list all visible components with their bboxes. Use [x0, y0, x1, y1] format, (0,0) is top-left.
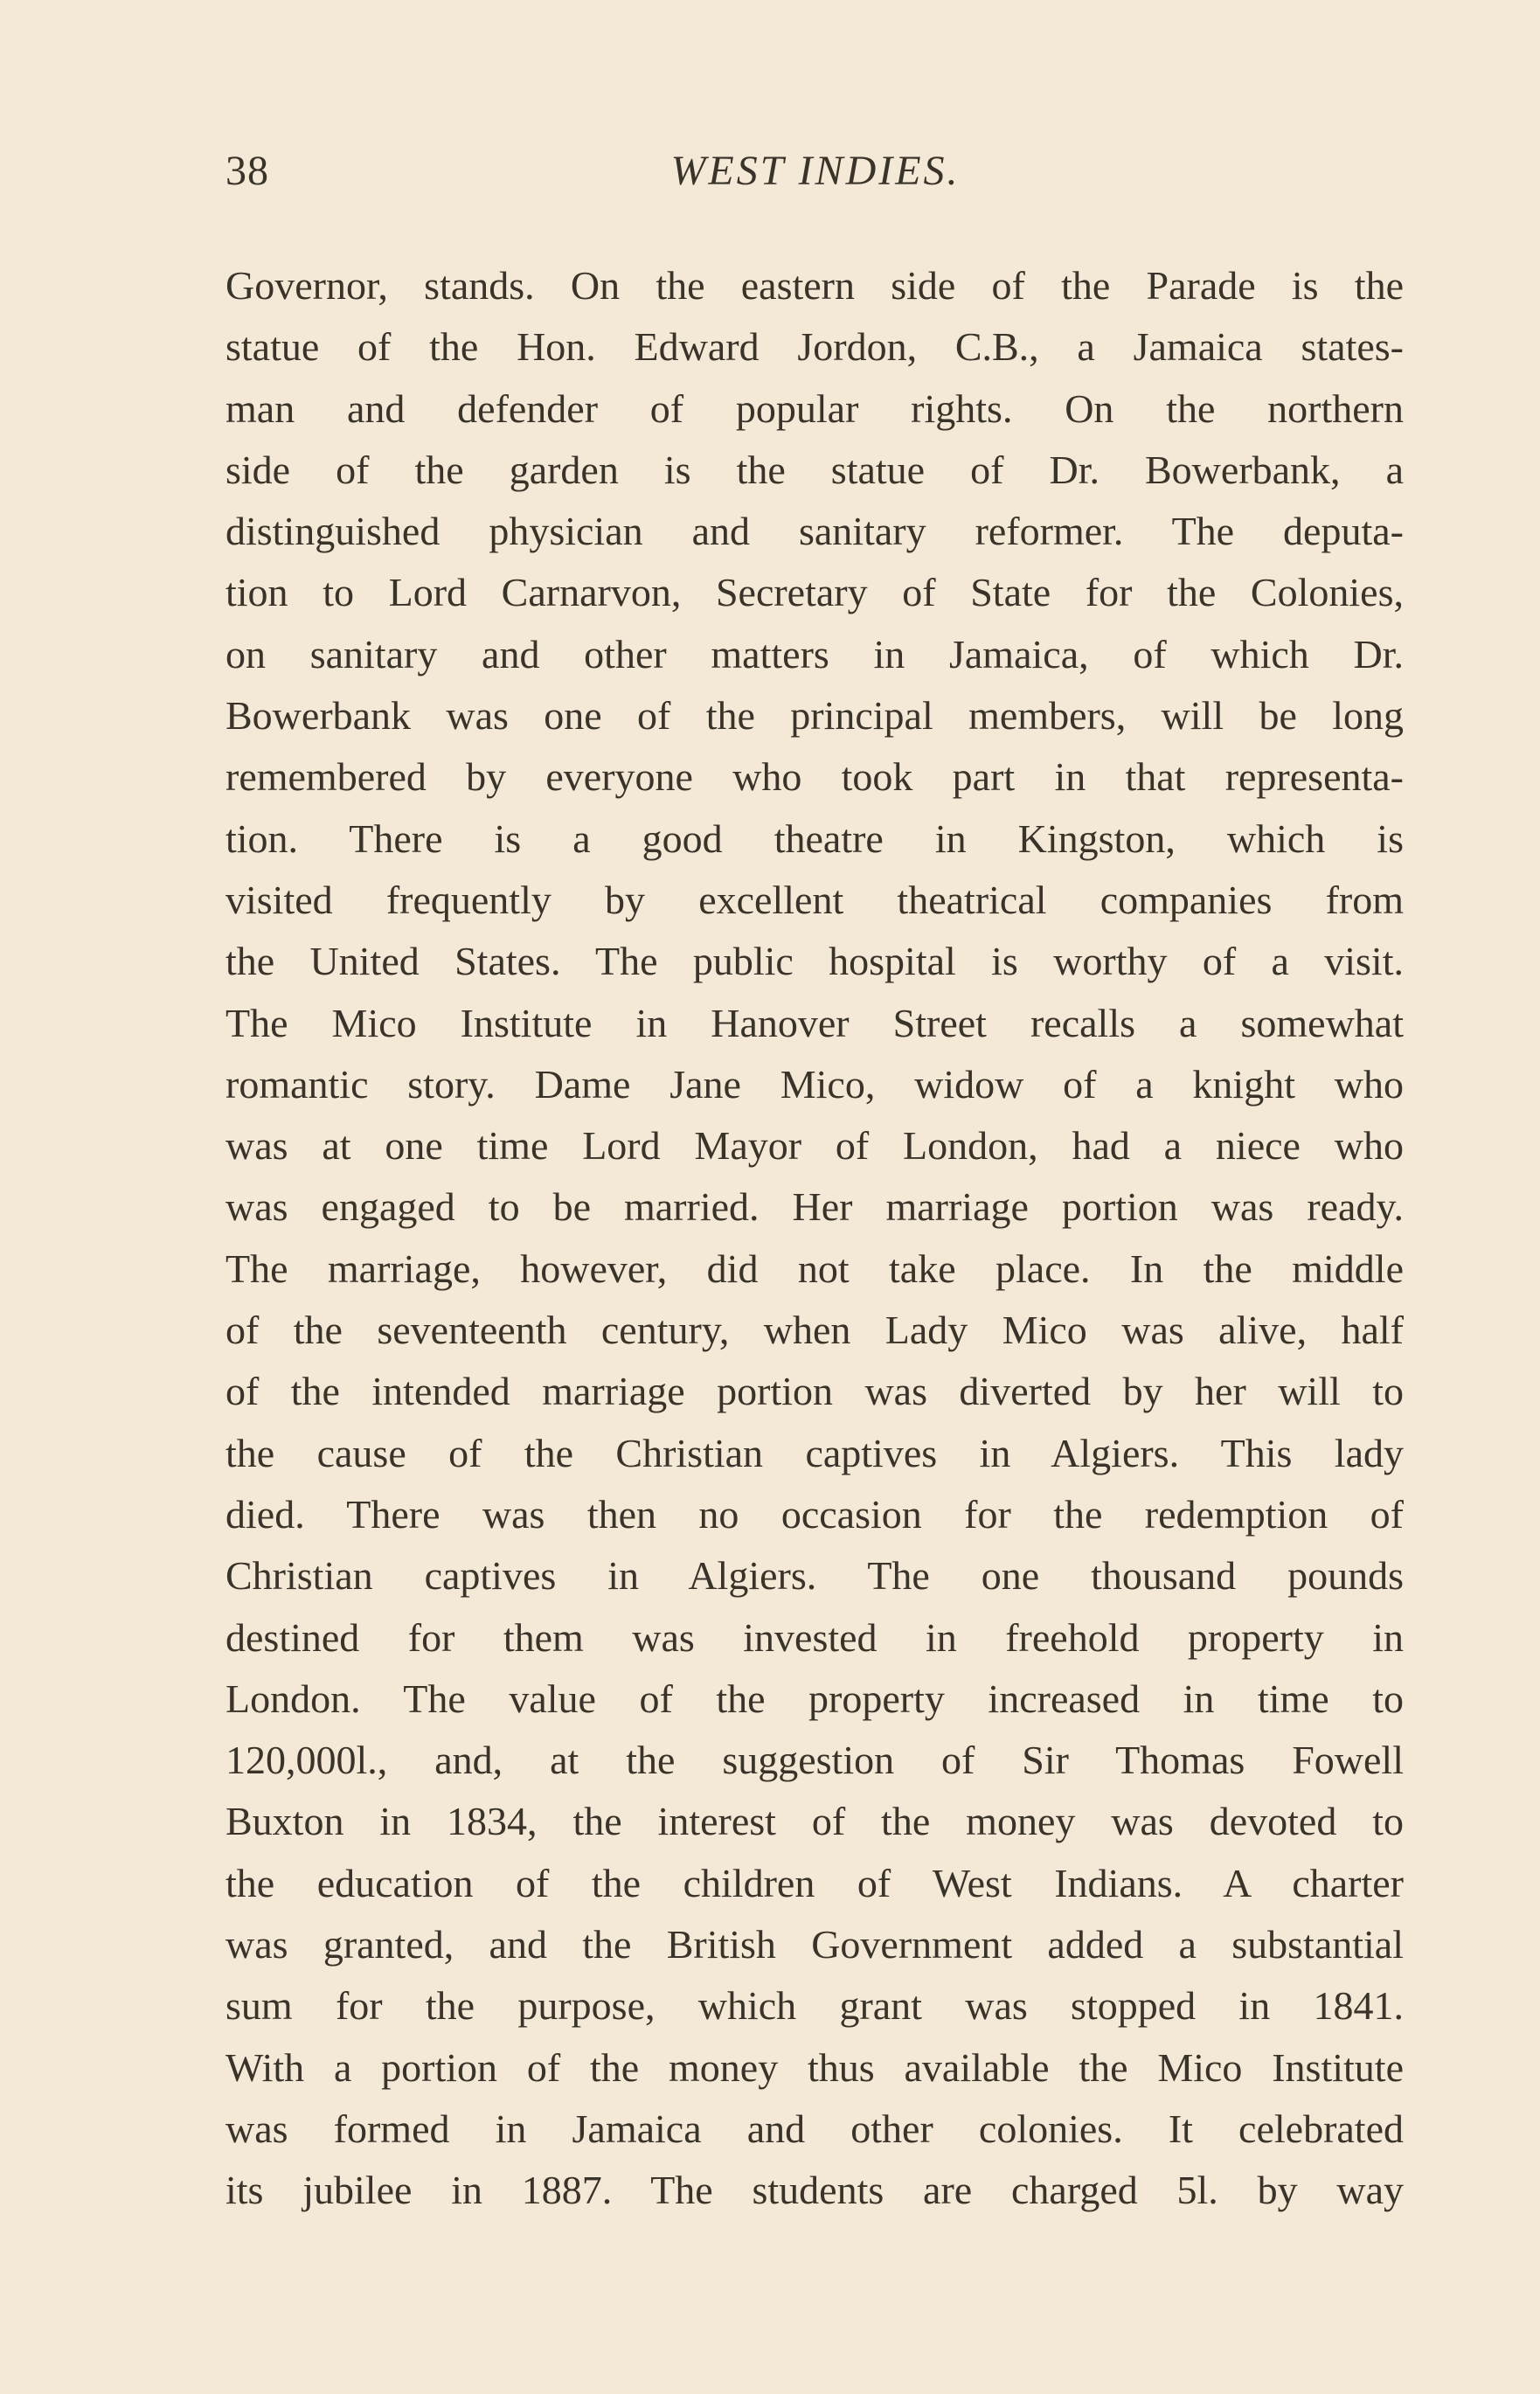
text-line: distinguished physician and sanitary reformer. The deputa-: [225, 509, 1404, 554]
text-line: With a portion of the money thus available the Mico Institute: [225, 2044, 1404, 2090]
text-line: man and defender of popular rights. On the northern: [225, 385, 1404, 431]
text-line: visited frequently by excellent theatrical companies from: [225, 877, 1404, 922]
text-line: its jubilee in 1887. The students are charged 5l. by way: [225, 2168, 1404, 2213]
text-line: died. There was then no occasion for the redemption of: [225, 1491, 1404, 1537]
text-line: remembered by everyone who took part in that representa-: [225, 754, 1404, 800]
text-line: destined for them was invested in freehold property in: [225, 1614, 1404, 1660]
text-line: London. The value of the property increased in time to: [225, 1676, 1404, 1721]
text-line: the cause of the Christian captives in Algiers. This lady: [225, 1430, 1404, 1475]
text-line: side of the garden is the statue of Dr. Bowerbank, a: [225, 447, 1404, 492]
text-line: The Mico Institute in Hanover Street recalls a somewhat: [225, 1000, 1404, 1045]
text-line: 120,000l., and, at the suggestion of Sir Thomas Fowell: [225, 1738, 1404, 1783]
body-text: [225, 255, 1404, 2222]
text-line: Governor, stands. On the eastern side of the Parade is the: [225, 263, 1404, 308]
text-line: sum for the purpose, which grant was stopped in 1841.: [225, 1983, 1404, 2029]
text-line: of the intended marriage portion was diverted by her will to: [225, 1369, 1404, 1414]
text-line: the United States. The public hospital is worthy of a visit.: [225, 939, 1404, 984]
text-line: was granted, and the British Government added a substantial: [225, 1922, 1404, 1967]
text-line: of the seventeenth century, when Lady Mico was alive, half: [225, 1308, 1404, 1353]
running-title: WEST INDIES.: [670, 148, 961, 194]
text-line: tion to Lord Carnarvon, Secretary of State for the Colonies,: [225, 570, 1404, 615]
text-line: was at one time Lord Mayor of London, had a niece who: [225, 1123, 1404, 1169]
text-line: statue of the Hon. Edward Jordon, C.B., a Jamaica states-: [225, 324, 1404, 370]
text-line: The marriage, however, did not take place. In the middle: [225, 1246, 1404, 1291]
text-line: romantic story. Dame Jane Mico, widow of a knight who: [225, 1061, 1404, 1107]
page-header: [225, 147, 1405, 217]
text-line: on sanitary and other matters in Jamaica, of which Dr.: [225, 631, 1404, 677]
text-line: the education of the children of West Indians. A charter: [225, 1860, 1404, 1905]
text-line: Buxton in 1834, the interest of the money was devoted to: [225, 1799, 1404, 1844]
text-line: was formed in Jamaica and other colonies. It celebrated: [225, 2106, 1404, 2151]
text-line: Bowerbank was one of the principal members, will be long: [225, 693, 1404, 739]
page-number: 38: [225, 148, 269, 194]
text-line: Christian captives in Algiers. The one thousand pounds: [225, 1553, 1404, 1599]
text-line: tion. There is a good theatre in Kingston, which is: [225, 815, 1404, 861]
text-line: was engaged to be married. Her marriage portion was ready.: [225, 1184, 1404, 1230]
